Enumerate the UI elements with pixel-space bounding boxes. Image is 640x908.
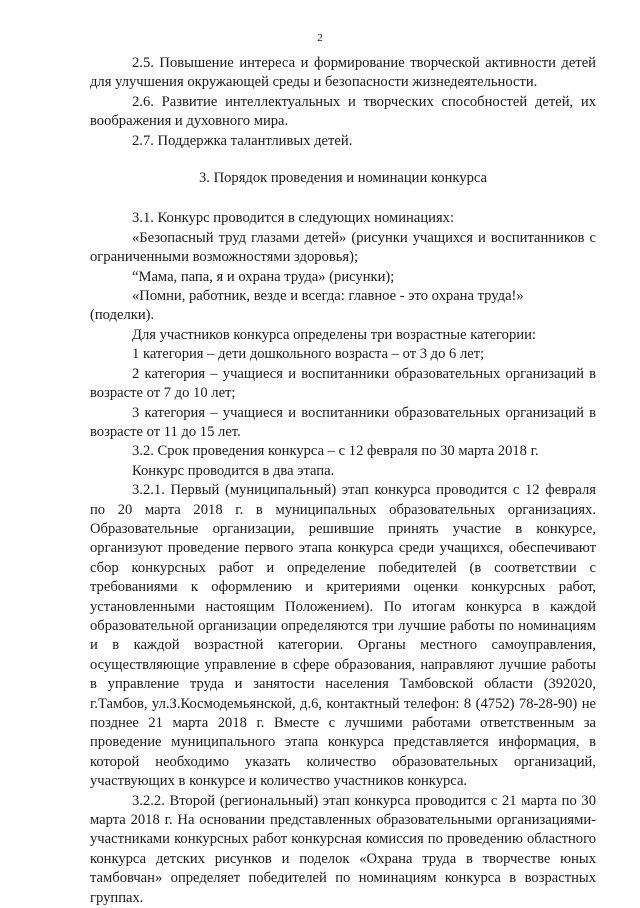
- paragraph-3-2-2: 3.2.2. Второй (региональный) этап конкурса проводится с 21 марта по 30 марта 2018 г. На основании представленных образовательными организациями-участниками конкурсных работ конкурсная комиссия по проведению областного конкурса детских рисунков и поделок «Охрана труда в творчестве юных тамбовчан» определяет победителей по номинациям конкурса в возрастных группах.: [90, 792, 596, 906]
- page-number: 2: [317, 32, 323, 44]
- document-body: [90, 54, 596, 908]
- age-category-1: 1 категория – дети дошкольного возраста – от 3 до 6 лет;: [132, 346, 485, 363]
- nomination-2: “Мама, папа, я и охрана труда» (рисунки);: [132, 268, 395, 285]
- nomination-1: «Безопасный труд глазами детей» (рисунки учащихся и воспитанников с ограниченными возможностями здоровья);: [90, 229, 596, 266]
- nomination-3: «Помни, работник, везде и всегда: главное - это охрана труда!»: [132, 288, 524, 305]
- paragraph-2-7: 2.7. Поддержка талантливых детей.: [132, 132, 353, 149]
- section-title: 3. Порядок проведения и номинации конкурса: [198, 170, 488, 187]
- paragraph-3-2-1: 3.2.1. Первый (муниципальный) этап конкурса проводится с 12 февраля по 20 марта 2018 г. в муниципальных образовательных организациях. Образовательные организации, решившие принять участие в конкурсе, организуют проведение первого этапа конкурса среди учащихся, обеспечивают сбор конкурсных работ и определение победителей (в соответствии с требованиями к оформлению и критериями оценки конкурсных работ, установленными настоящим Положением). По итогам конкурса в каждой образовательной организации определяются три лучшие работы по номинациям и в каждой возрастной категории. Органы местного самоуправления, осуществляющие управление в сфере образования, направляют лучшие работы в управление труда и занятости населения Тамбовской области (392020, г.Тамбов, ул.З.Космодемьянской, д.6, контактный телефон: 8 (4752) 78-28-90) не позднее 21 марта 2018 г. Вместе с лучшими работами ответственным за проведение муниципального этапа конкурса представляется информация, в которой необходимо указать количество образовательных организаций, участвующих в конкурсе и количество участников конкурса.: [90, 482, 596, 790]
- paragraph-3-1: 3.1. Конкурс проводится в следующих номинациях:: [132, 210, 455, 227]
- stages-note: Конкурс проводится в два этапа.: [132, 462, 335, 479]
- age-category-2: 2 категория – учащиеся и воспитанники образовательных организаций в возрасте от 7 до 10 лет;: [90, 365, 596, 402]
- paragraph-2-6: 2.6. Развитие интеллектуальных и творческих способностей детей, их воображения и духовного мира.: [90, 93, 596, 130]
- nomination-3-type: (поделки).: [90, 307, 155, 324]
- paragraph-2-5: 2.5. Повышение интереса и формирование творческой активности детей для улучшения окружающей среды и безопасности жизнедеятельности.: [90, 55, 596, 91]
- age-category-3: 3 категория – учащиеся и воспитанники образовательных организаций в возрасте от 11 до 15 лет.: [90, 404, 596, 440]
- paragraph-3-2: 3.2. Срок проведения конкурса – с 12 февраля по 30 марта 2018 г.: [132, 443, 539, 460]
- age-categories-intro: Для участников конкурса определены три возрастные категории:: [132, 326, 536, 343]
